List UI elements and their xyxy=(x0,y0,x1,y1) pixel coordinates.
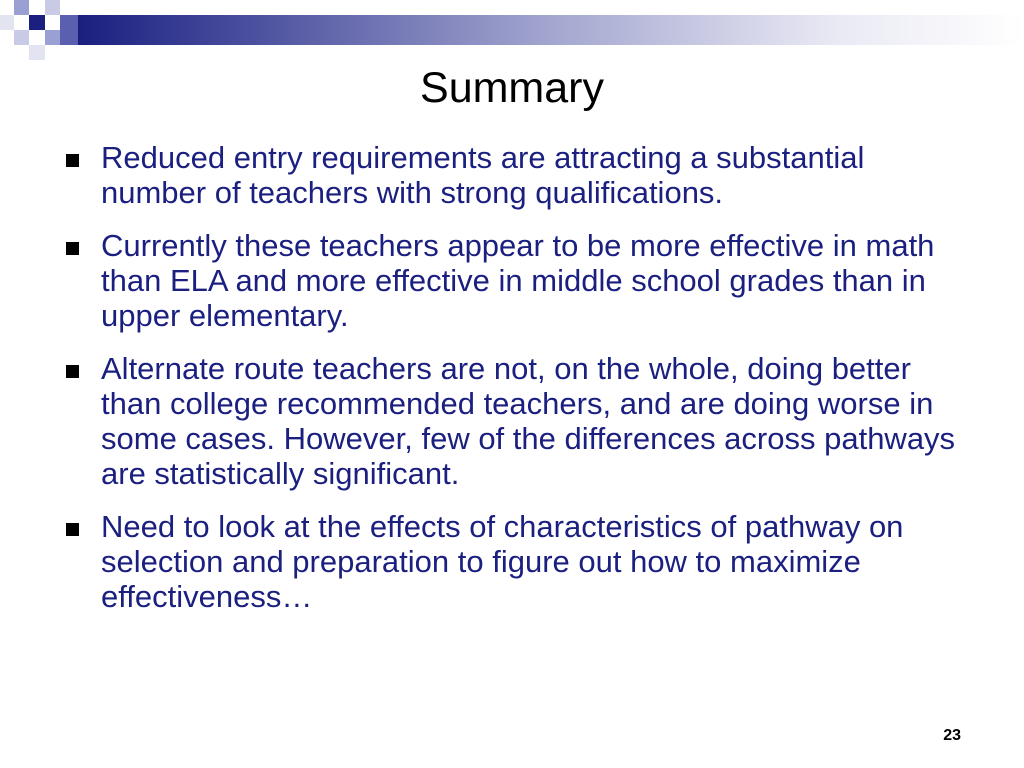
decor-square xyxy=(0,15,14,30)
decor-square xyxy=(14,30,29,45)
bullet-item xyxy=(60,228,960,333)
square-bullet-icon xyxy=(66,154,79,167)
bullet-text: Alternate route teachers are not, on the whole, doing better than college recommended teachers, and are doing worse in some cases. However, few of the differences across pathways are statistically significant. xyxy=(101,351,956,491)
bullet-item xyxy=(60,140,960,210)
bullet-text: Reduced entry requirements are attracting a substantial number of teachers with strong qualifications. xyxy=(101,140,865,210)
bullet-item xyxy=(60,351,960,491)
slide-title: Summary xyxy=(420,64,604,112)
decor-square xyxy=(60,15,78,45)
bullet-text: Currently these teachers appear to be more effective in math than ELA and more effective in middle school grades than in upper elementary. xyxy=(101,228,935,333)
decor-square xyxy=(14,0,29,15)
square-bullet-icon xyxy=(66,365,79,378)
square-bullet-icon xyxy=(66,523,79,536)
header-decoration xyxy=(0,0,1024,60)
decor-square xyxy=(29,15,45,30)
bullet-item xyxy=(60,509,960,614)
bullet-text: Need to look at the effects of characteristics of pathway on selection and preparation to figure out how to maximize effectiveness… xyxy=(101,509,904,614)
decor-square xyxy=(45,0,60,15)
bullet-list xyxy=(60,140,960,632)
slide-number: 23 xyxy=(943,727,961,744)
decor-square xyxy=(45,30,60,45)
square-bullet-icon xyxy=(66,242,79,255)
decor-square xyxy=(29,45,45,60)
gradient-bar xyxy=(78,15,1024,45)
